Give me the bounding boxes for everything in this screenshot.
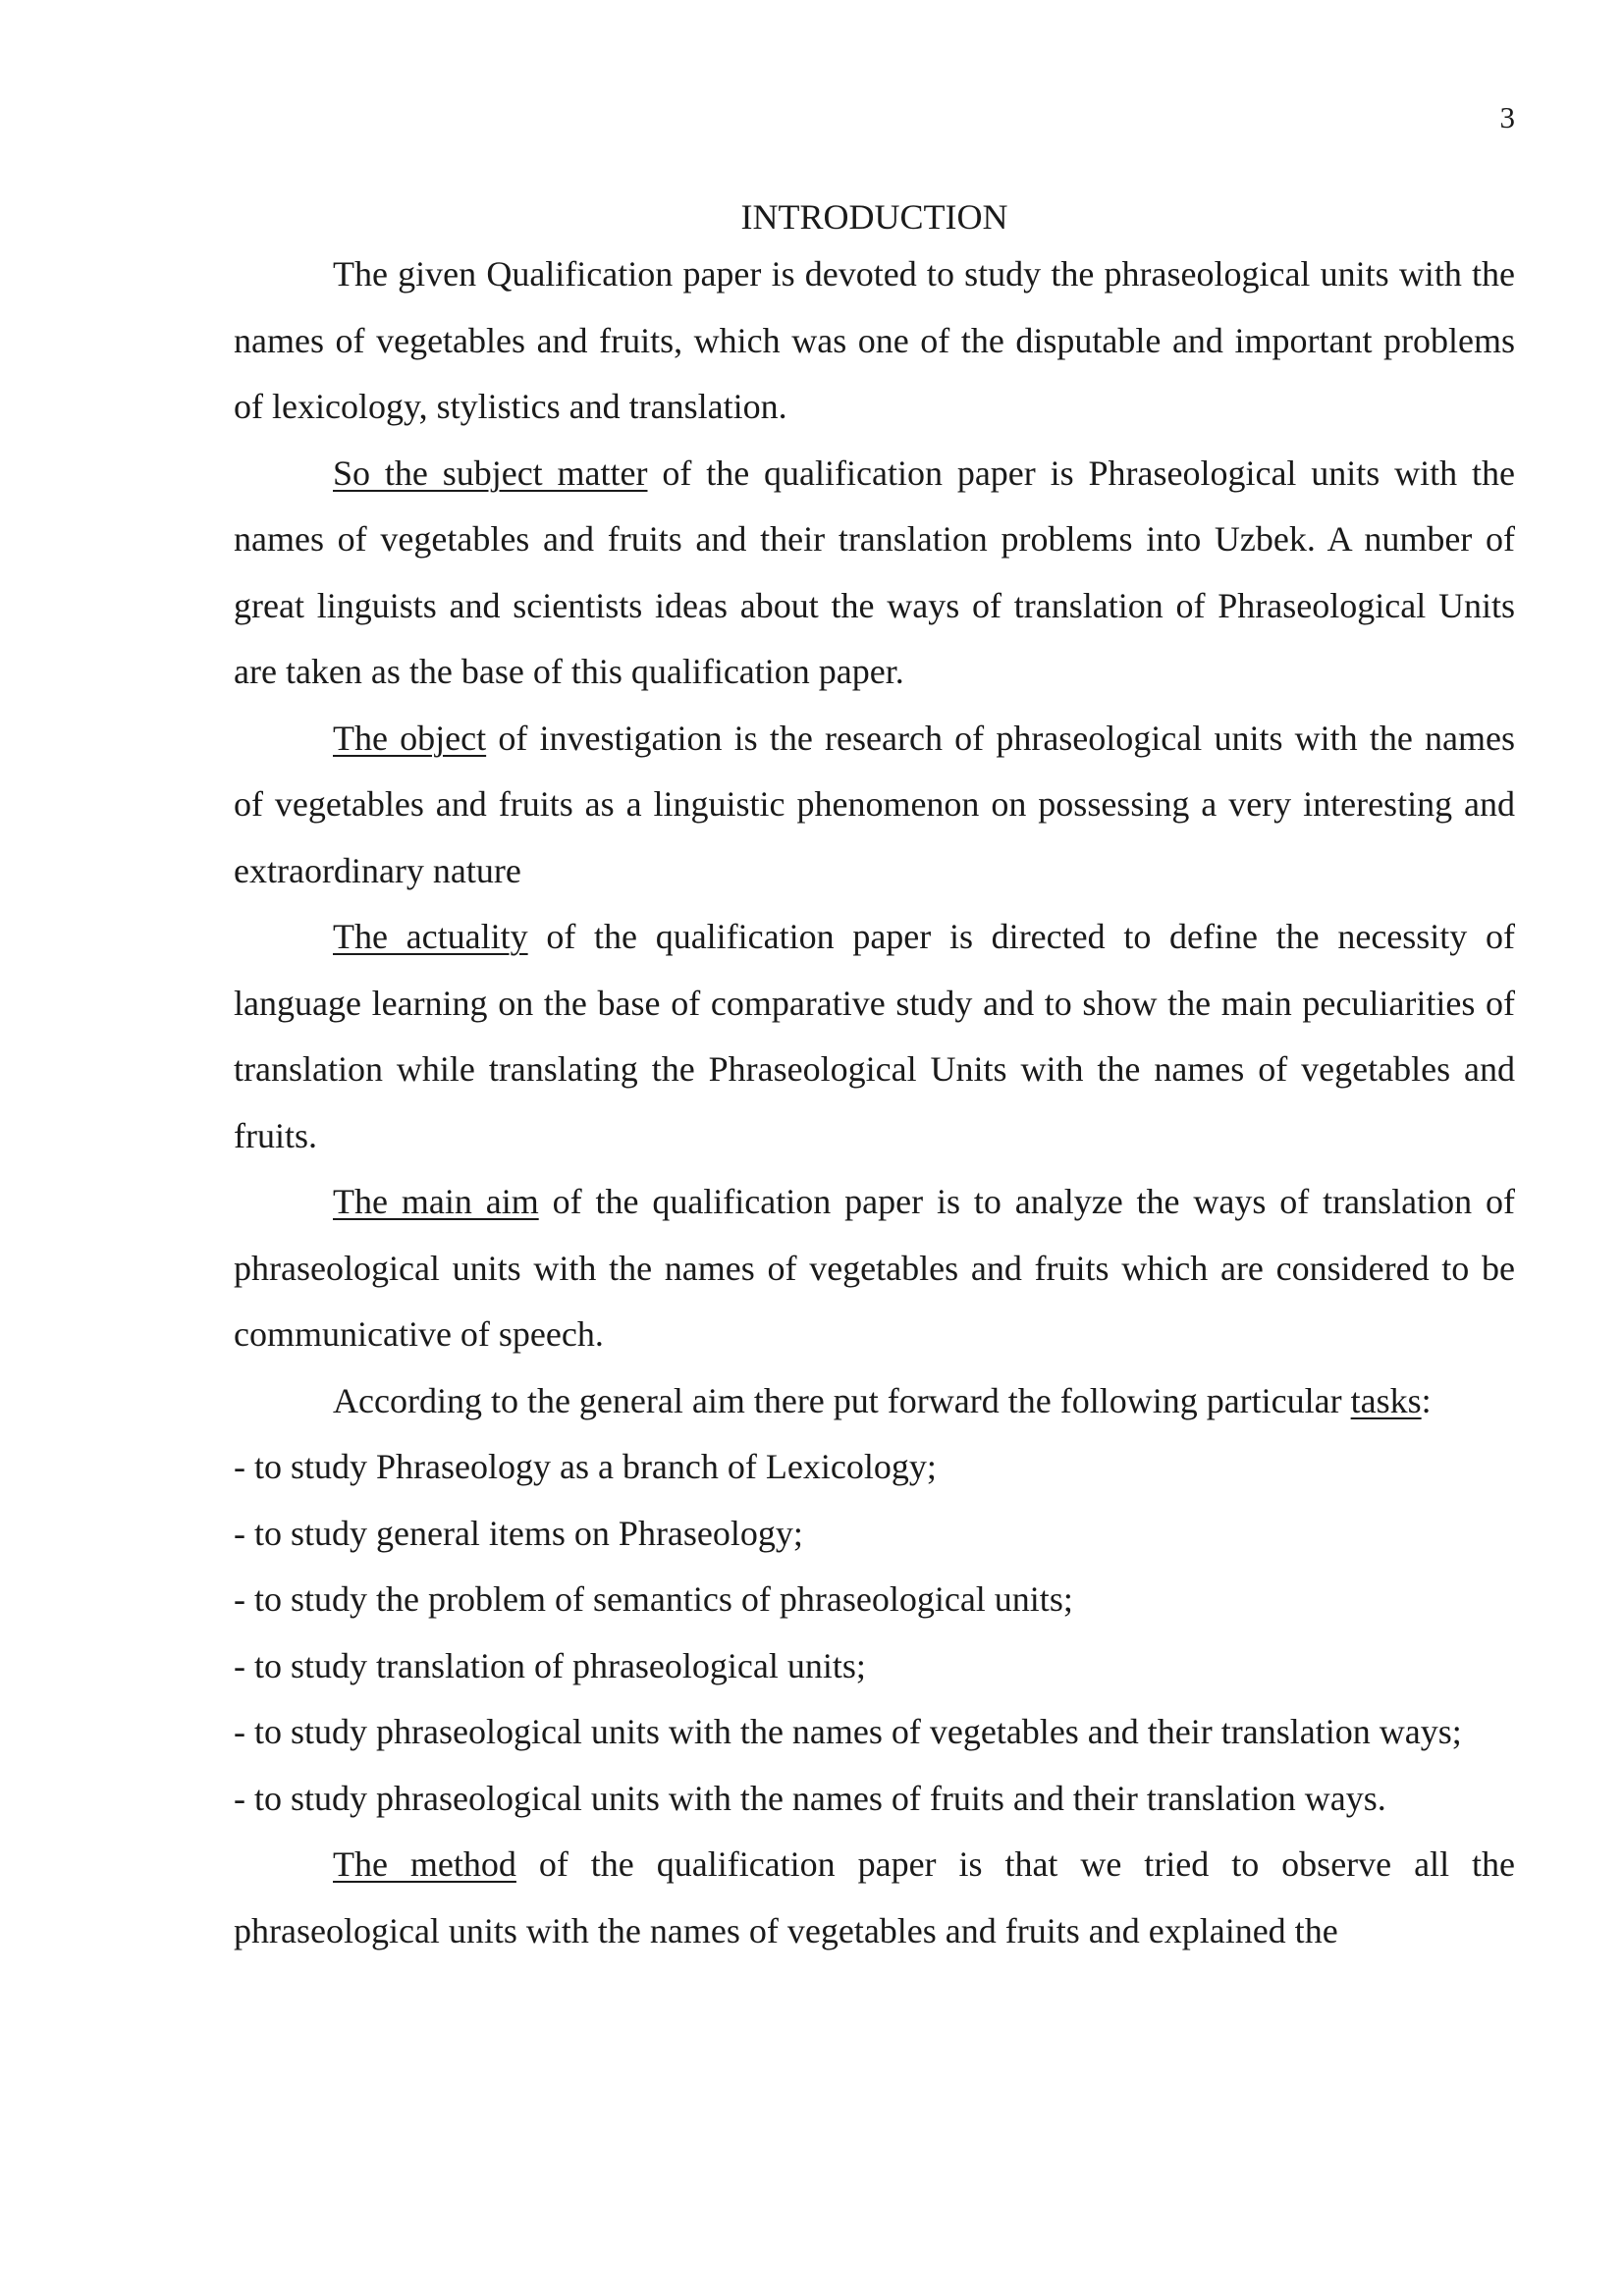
paragraph-text: of the qualification paper is that we tried to observe all the phraseological units with the names of vegetables and fruits and explained the (234, 1844, 1515, 1950)
document-body (234, 192, 1515, 1964)
list-item: - to study the problem of semantics of phraseological units; (234, 1579, 1073, 1619)
paragraph-intro (234, 241, 1515, 441)
section-heading: INTRODUCTION (740, 197, 1008, 237)
list-item: - to study Phraseology as a branch of Lexicology; (234, 1447, 937, 1486)
paragraph-text: of the qualification paper is Phraseological units with the names of vegetables and fruits and their translation problems into Uzbek. A number of great linguists and scientists ideas about the ways of translation of Phraseological Units are taken as the base of this qualification paper. (234, 453, 1515, 691)
underlined-term: The main aim (333, 1182, 539, 1221)
underlined-term: The actuality (333, 917, 528, 956)
paragraph-text: : (1421, 1380, 1432, 1420)
paragraph-text: The given Qualification paper is devoted to study the phraseological units with the names of vegetables and fruits, which was one of the disputable and important problems of lexicology, stylistics and translation. (234, 254, 1515, 426)
paragraph-subject-matter (234, 441, 1515, 706)
list-item: - to study phraseological units with the names of fruits and their translation ways. (234, 1778, 1386, 1818)
underlined-term: The object (333, 718, 487, 758)
paragraph-text: of the qualification paper is directed to define the necessity of language learning on the base of comparative study and to show the main peculiarities of translation while translating the Phraseological Units with the names of vegetables and fruits. (234, 917, 1515, 1155)
paragraph-tasks-intro (234, 1368, 1515, 1435)
underlined-term: So the subject matter (333, 453, 648, 493)
paragraph-main-aim (234, 1169, 1515, 1368)
tasks-list (234, 1434, 1515, 1832)
paragraph-text: of the qualification paper is to analyze the ways of translation of phraseological units with the names of vegetables and fruits which are considered to be communicative of speech. (234, 1182, 1515, 1354)
paragraph-text: According to the general aim there put forward the following particular (333, 1380, 1351, 1420)
paragraph-text: of investigation is the research of phraseological units with the names of vegetables and fruits as a linguistic phenomenon on possessing a very interesting and extraordinary nature (234, 718, 1515, 890)
underlined-term: The method (333, 1844, 516, 1884)
paragraph-actuality (234, 904, 1515, 1169)
paragraph-method (234, 1832, 1515, 1964)
list-item: - to study translation of phraseological units; (234, 1645, 866, 1685)
list-item: - to study phraseological units with the names of vegetables and their translation ways; (234, 1712, 1462, 1751)
paragraph-object (234, 706, 1515, 905)
underlined-term: tasks (1350, 1380, 1422, 1420)
page-number: 3 (1499, 100, 1515, 134)
list-item: - to study general items on Phraseology; (234, 1513, 803, 1553)
